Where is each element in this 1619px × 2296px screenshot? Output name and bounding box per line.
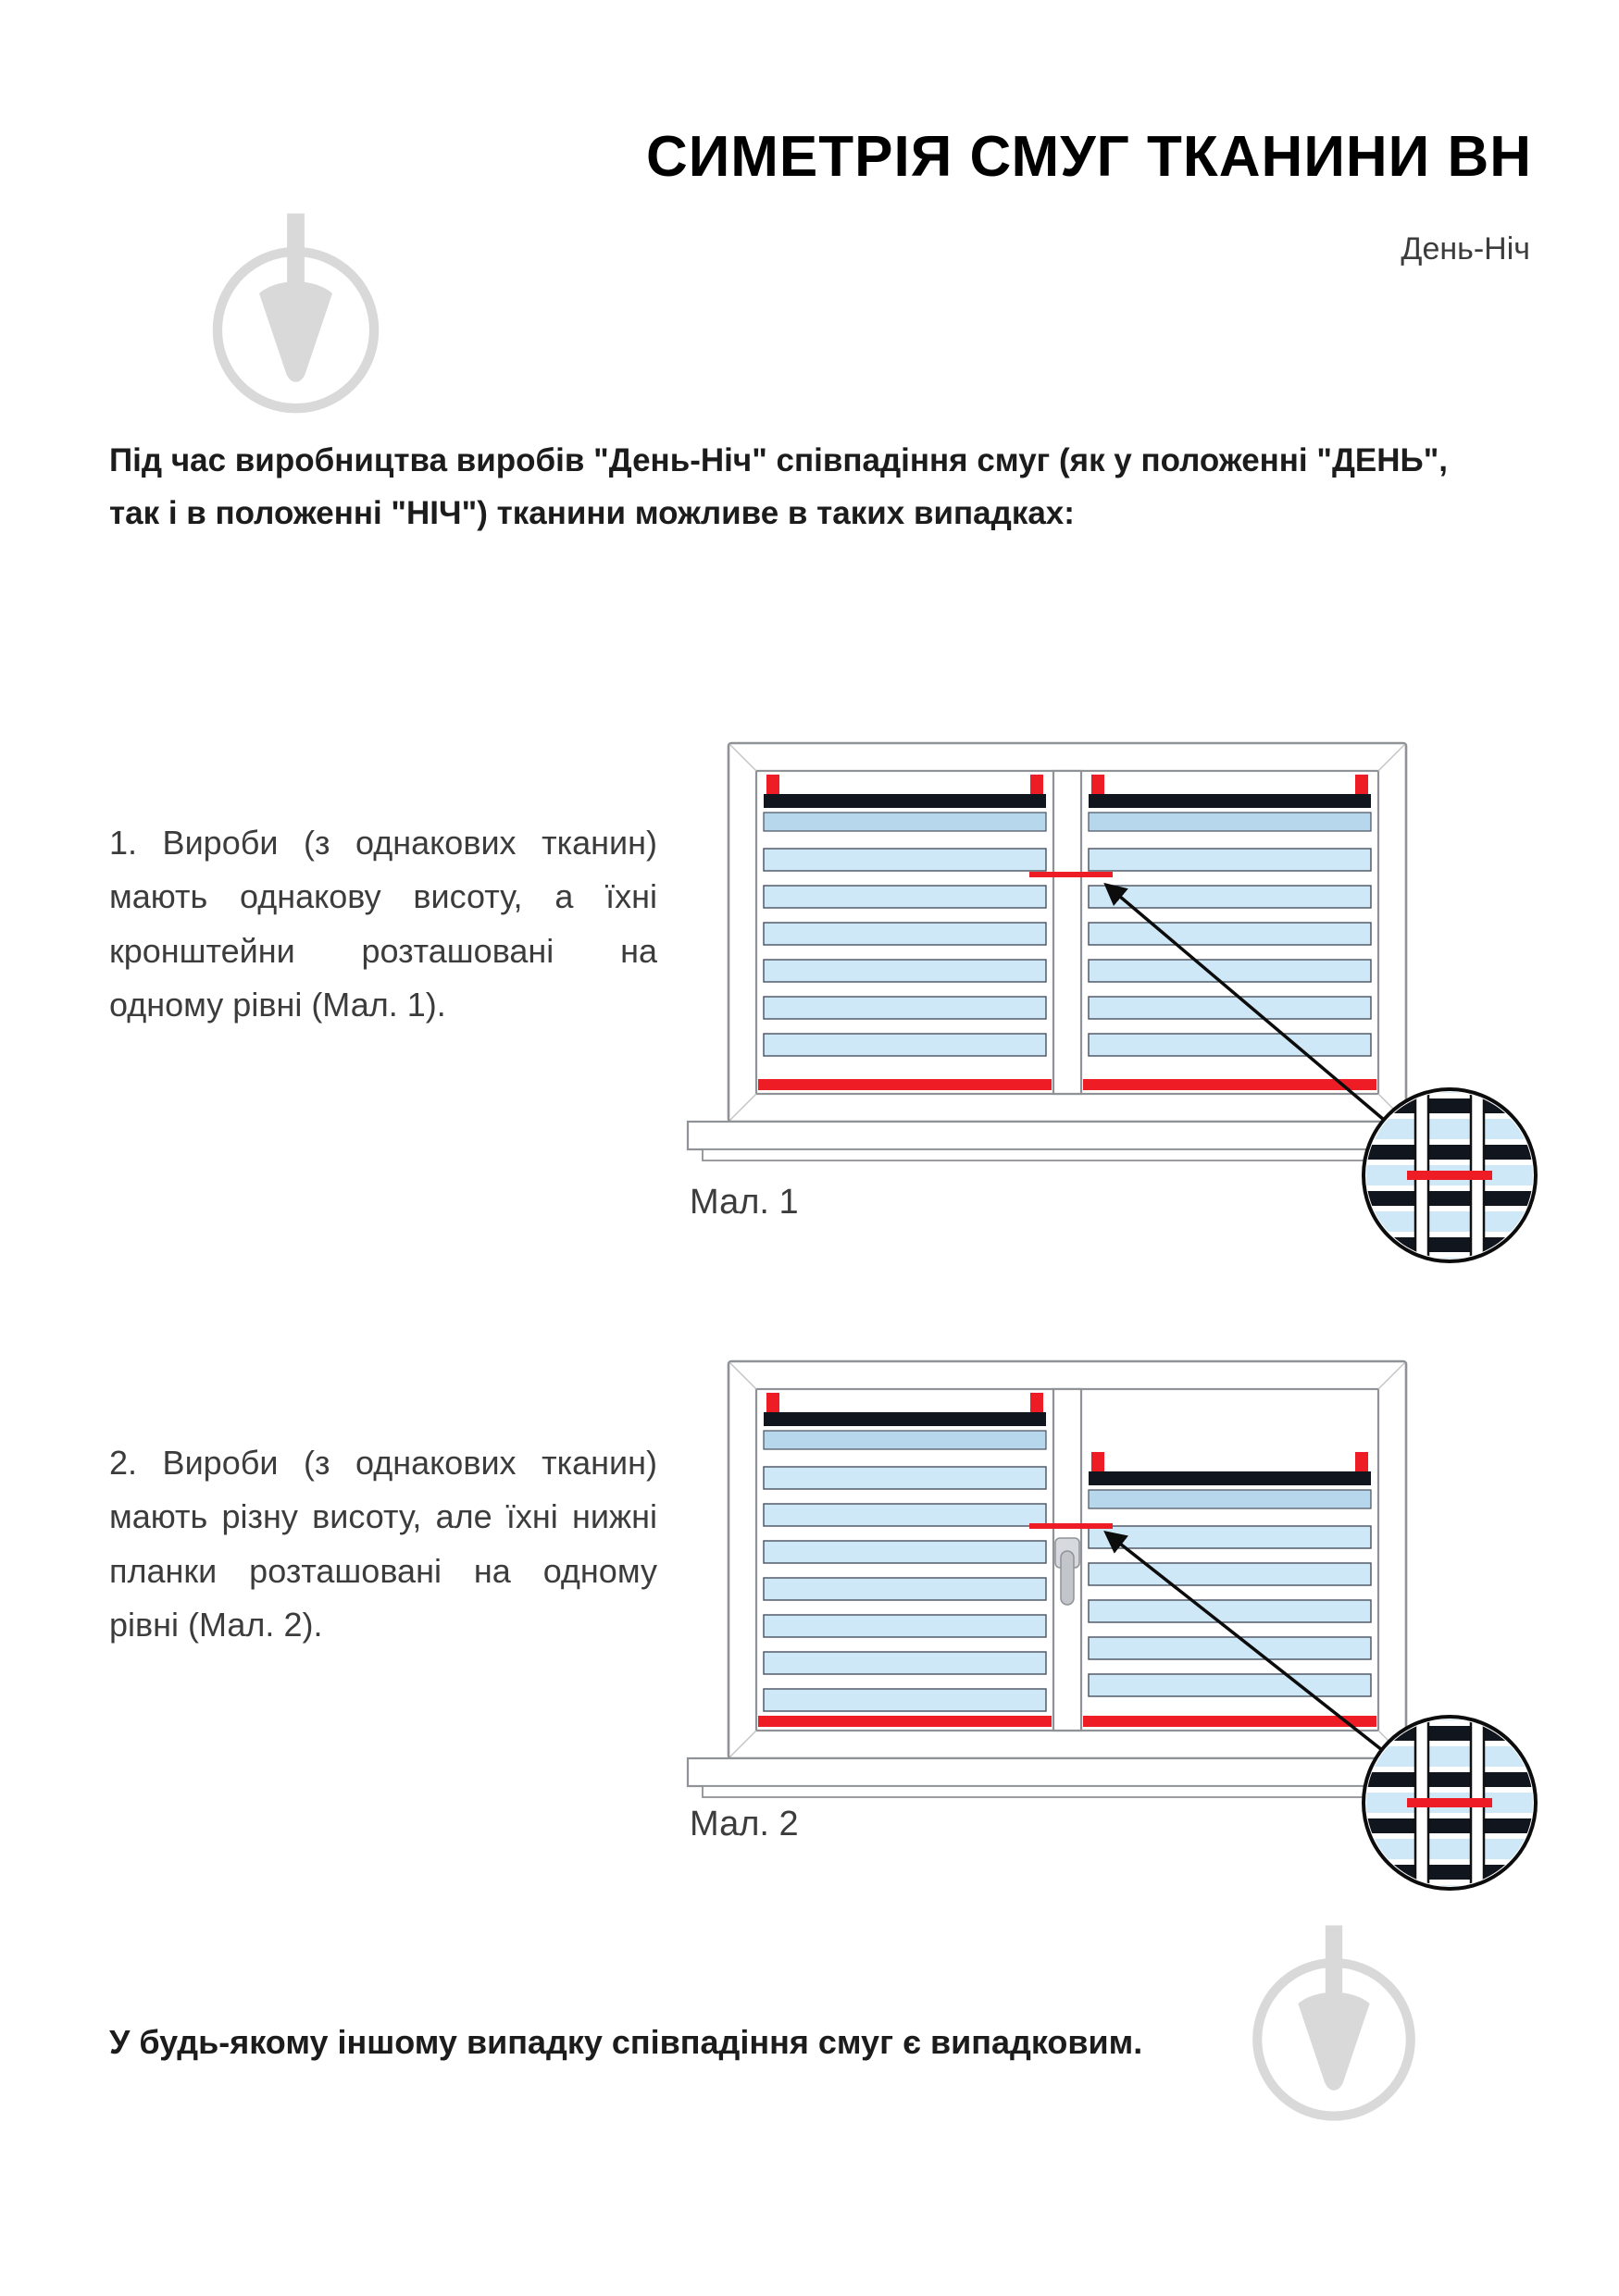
blind-left: [758, 775, 1052, 1090]
page-subtitle: День-Ніч: [1401, 231, 1530, 267]
figure-1-caption: Мал. 1: [690, 1183, 799, 1222]
figure-2-caption: Мал. 2: [690, 1805, 799, 1843]
intro-paragraph: [109, 435, 1448, 540]
blind-right: [1083, 775, 1376, 1090]
window-sill: [688, 1122, 1447, 1160]
window-sill: [688, 1758, 1447, 1797]
junction-highlight: [1407, 1798, 1492, 1807]
case-2-text: 2. Вироби (з однакових тканин) мають різну висоту, але їхні нижні планки розташовані на одному рівні (Мал. 2).: [109, 1444, 657, 1644]
brand-watermark-icon: [196, 208, 395, 426]
intro-line-2: так і в положенні "НІЧ") тканини можливе в таких випадках:: [109, 494, 1075, 531]
case-1-text: 1. Вироби (з однакових тканин) мають однакову висоту, а їхні кронштейни розташовані на одному рівні (Мал. 1).: [109, 824, 657, 1024]
page-title: СИМЕТРІЯ СМУГ ТКАНИНИ ВН: [645, 125, 1532, 189]
junction-highlight: [1407, 1171, 1492, 1180]
intro-line-1: Під час виробництва виробів "День-Ніч" співпадіння смуг (як у положенні "ДЕНЬ",: [109, 442, 1449, 478]
brand-watermark-icon: [1237, 1920, 1431, 2133]
footer-note: У будь-якому іншому випадку співпадіння смуг є випадковим.: [109, 2023, 1143, 2061]
